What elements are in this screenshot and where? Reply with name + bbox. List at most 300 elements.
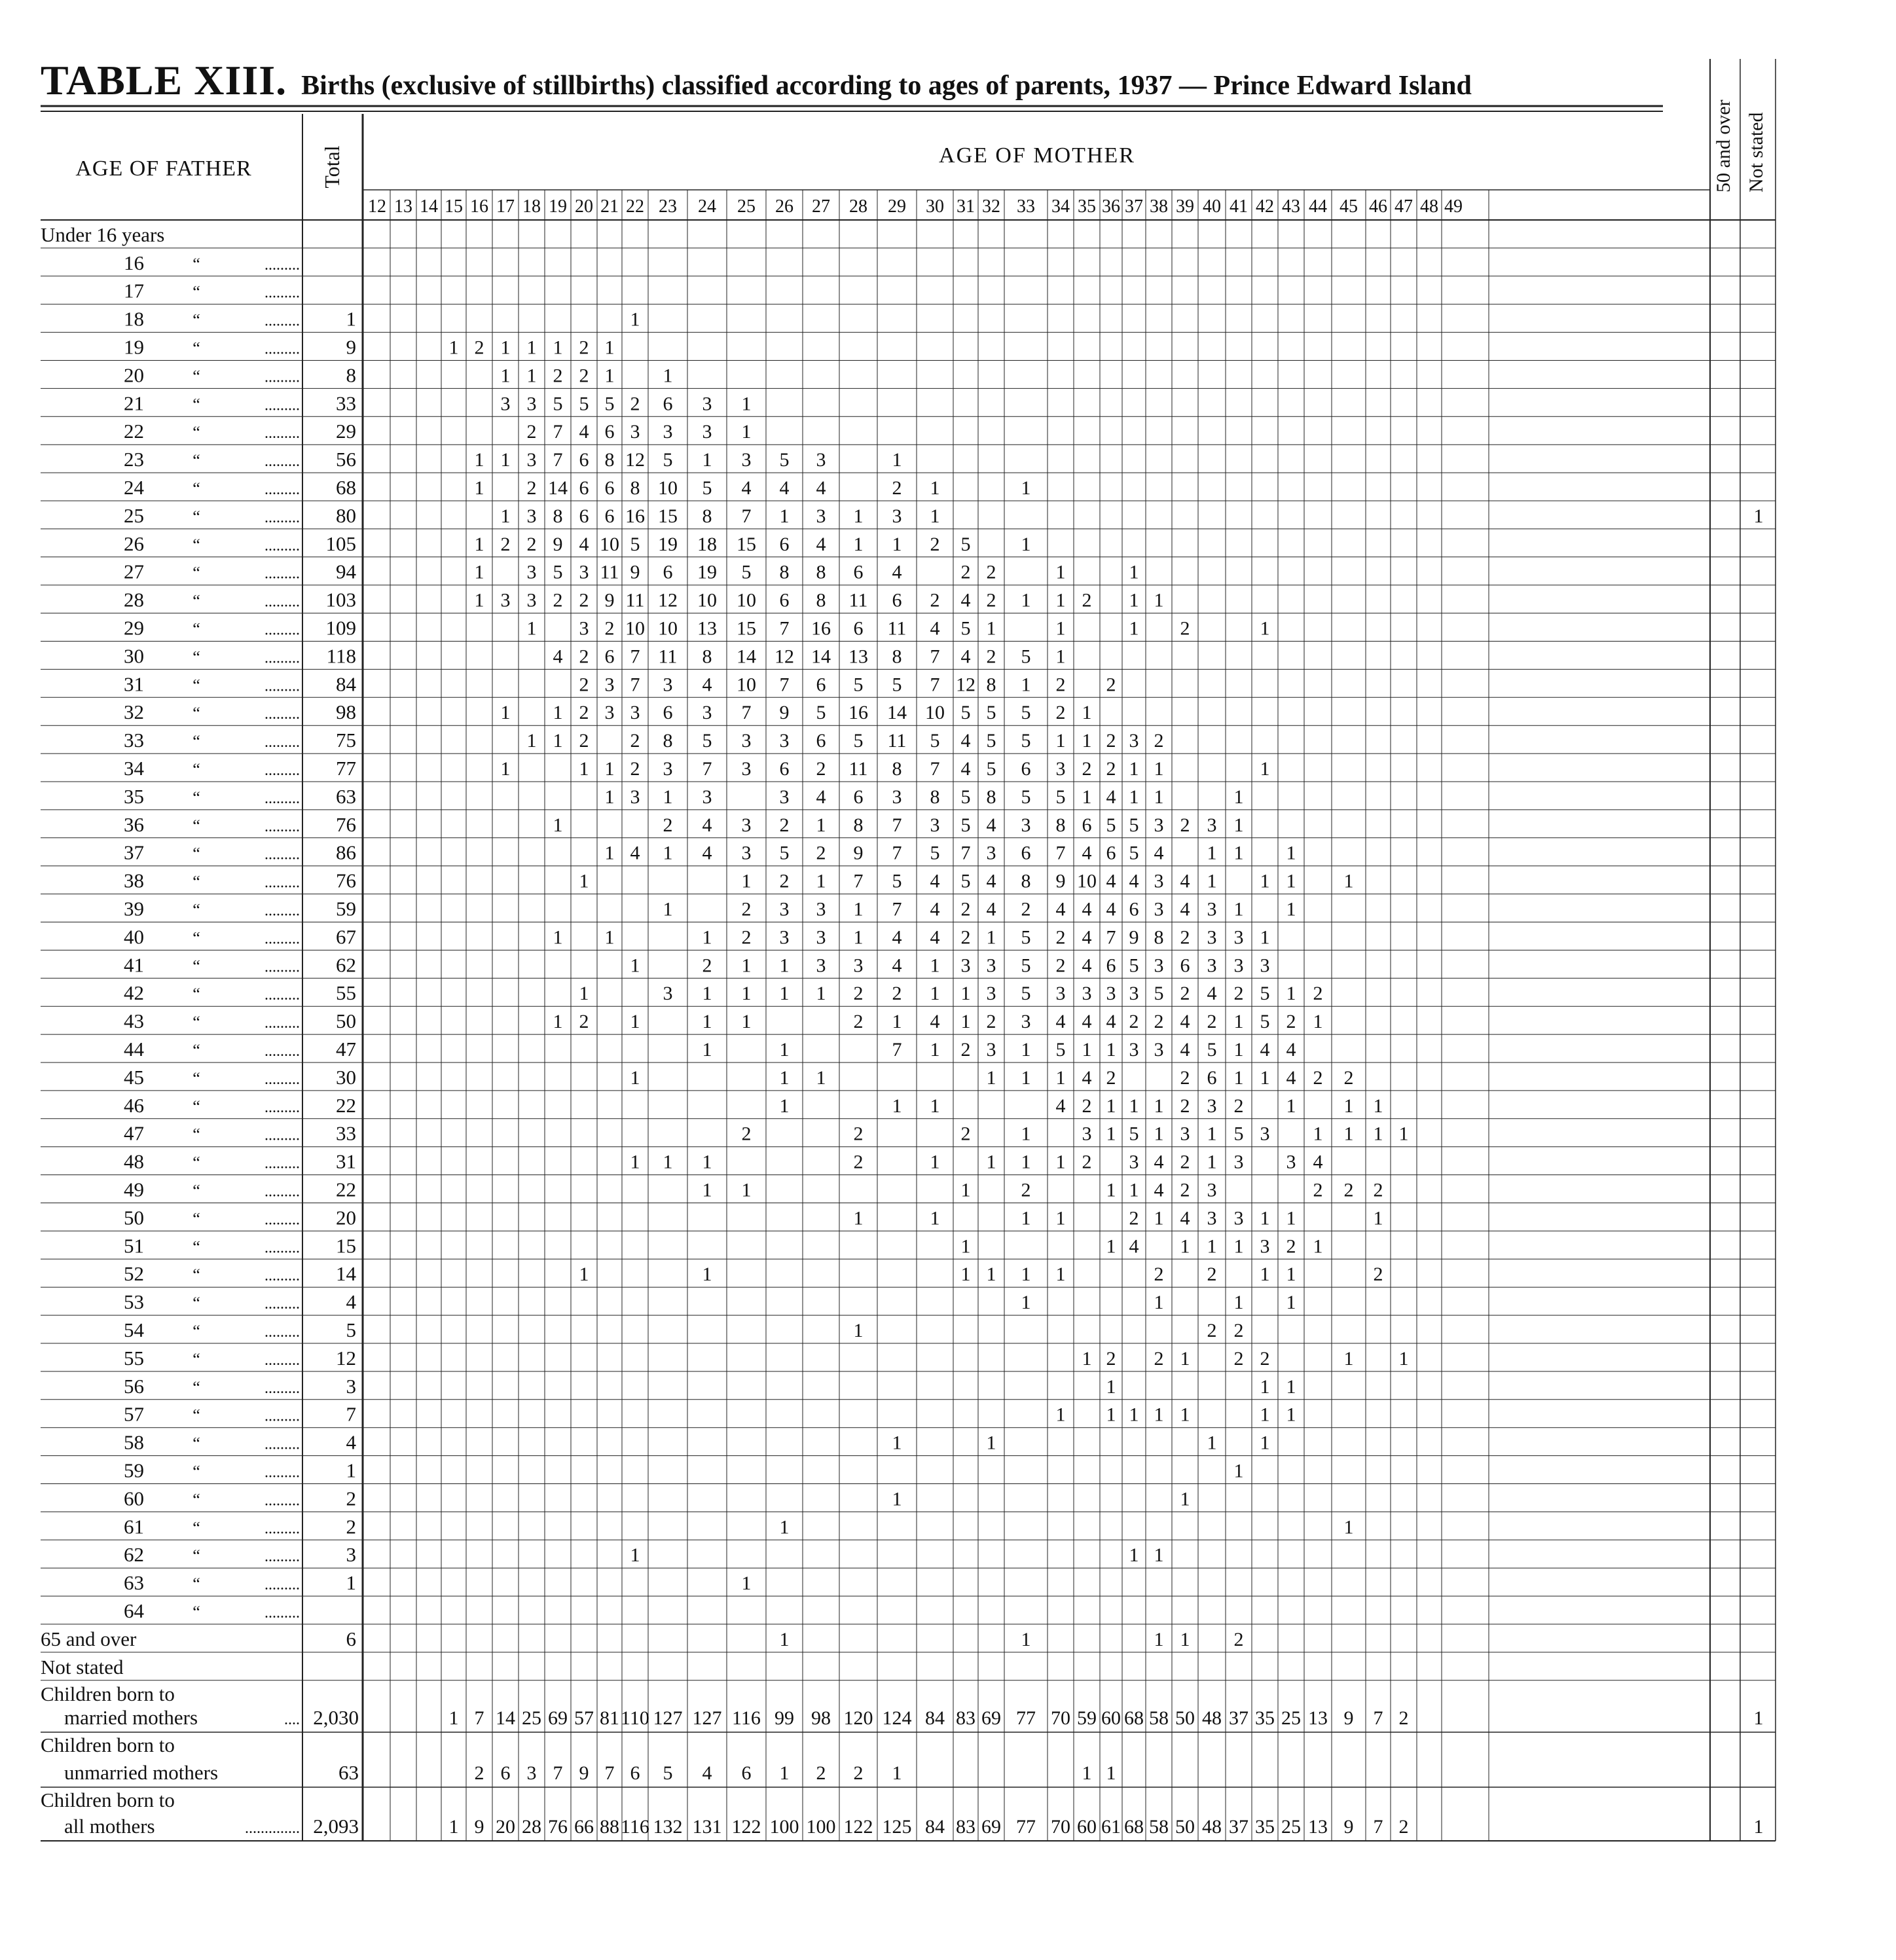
table-cell-value: 1 <box>1207 1151 1217 1173</box>
table-cell-value: 4 <box>1180 898 1190 920</box>
table-cell-value: 6 <box>853 786 864 808</box>
mother-age-header-33: 33 <box>1017 196 1035 217</box>
table-cell-value: 3 <box>1233 954 1244 977</box>
table-cell-value: 4 <box>1082 926 1092 949</box>
table-cell-value: 1 <box>526 730 537 752</box>
table-cell-value: 2 <box>1343 1066 1354 1089</box>
row-total: 33 <box>336 1121 356 1145</box>
ditto-mark: “ <box>192 507 200 526</box>
table-cell-value: 7 <box>741 702 752 724</box>
table-cell-value: 5 <box>1129 1123 1139 1145</box>
table-cell-value: 1 <box>986 1151 996 1173</box>
summary-cell-value: 68 <box>1124 1816 1144 1838</box>
table-cell-value: 2 <box>1106 1347 1116 1370</box>
table-cell-value: 1 <box>1260 1404 1270 1426</box>
ditto-mark: “ <box>192 1153 200 1172</box>
father-age-label: 56 <box>124 1374 144 1398</box>
summary-cell-value: 5 <box>663 1762 673 1784</box>
row-total: 12 <box>336 1346 356 1370</box>
table-cell-value: 2 <box>1106 758 1116 780</box>
table-cell-value: 1 <box>500 449 511 471</box>
summary-cell-value: 69 <box>981 1816 1001 1838</box>
summary-cell-value: 1 <box>448 1707 459 1729</box>
table-caption: Births (exclusive of stillbirths) classified according to ages of parents, 1937 — Prince Edward Island <box>301 71 1472 101</box>
summary-cell-value: 7 <box>553 1762 563 1784</box>
table-cell-value: 5 <box>816 702 826 724</box>
table-cell-value: 8 <box>892 758 902 780</box>
table-cell-value: 5 <box>986 730 996 752</box>
table-cell-value: 2 <box>779 814 790 836</box>
table-cell-value: 1 <box>1106 1123 1116 1145</box>
table-cell-value: 1 <box>1106 1235 1116 1258</box>
summary-label-line2: married mothers <box>64 1706 198 1729</box>
mother-age-header-32: 32 <box>982 196 1000 217</box>
row-total: 22 <box>336 1178 356 1201</box>
table-cell-value: 1 <box>853 1207 864 1229</box>
table-cell-value: 8 <box>630 477 640 499</box>
table-cell-value: 5 <box>630 533 640 555</box>
row-total: 6 <box>346 1627 356 1650</box>
table-cell-value: 1 <box>1343 870 1354 892</box>
mother-age-header-19: 19 <box>549 196 567 217</box>
table-cell-value: 1 <box>500 505 511 527</box>
dot-leader: ......... <box>264 1239 300 1257</box>
summary-cell-value: 9 <box>474 1816 484 1838</box>
table-cell-value: 9 <box>604 589 615 611</box>
father-age-label: 59 <box>124 1459 144 1482</box>
table-cell-value: 4 <box>1180 1039 1190 1061</box>
table-cell-value: 1 <box>1055 730 1066 752</box>
summary-cell-value: 1 <box>1753 1816 1764 1838</box>
table-cell-value: 6 <box>816 674 826 696</box>
table-cell-value: 4 <box>741 477 752 499</box>
table-cell-value: 1 <box>1207 1123 1217 1145</box>
table-cell-value: 8 <box>779 561 790 583</box>
table-cell-value: 1 <box>1129 1095 1139 1117</box>
table-cell-value: 1 <box>702 1039 712 1061</box>
table-cell-value: 2 <box>1207 1320 1217 1341</box>
father-age-label: 47 <box>124 1121 144 1145</box>
table-cell-value: 1 <box>500 758 511 780</box>
summary-cell-value: 83 <box>956 1816 975 1838</box>
table-cell-value: 1 <box>741 1572 752 1595</box>
table-cell-value: 7 <box>553 421 563 443</box>
dot-leader: ......... <box>264 902 300 920</box>
summary-cell-value: 2 <box>853 1762 864 1784</box>
table-cell-value: 11 <box>887 730 907 752</box>
ditto-mark: “ <box>192 282 200 302</box>
table-cell-value: 1 <box>702 449 712 471</box>
dot-leader: ......... <box>264 1296 300 1313</box>
father-age-label: 20 <box>124 363 144 387</box>
table-cell-value: 1 <box>702 1151 712 1173</box>
table-cell-value: 7 <box>741 505 752 527</box>
table-cell-value: 6 <box>604 645 615 668</box>
table-cell-value: 2 <box>500 533 511 555</box>
table-cell-value: 4 <box>702 814 712 836</box>
table-cell-value: 10 <box>697 589 717 611</box>
summary-cell-value: 69 <box>548 1707 568 1729</box>
mother-age-header-30: 30 <box>926 196 944 217</box>
table-cell-value: 1 <box>1286 983 1296 1005</box>
ditto-mark: “ <box>192 676 200 695</box>
father-age-label: 26 <box>124 532 144 555</box>
table-cell-value: 6 <box>1106 954 1116 977</box>
table-cell-value: 1 <box>853 898 864 920</box>
table-cell-value: 4 <box>1286 1039 1296 1061</box>
dot-leader: ......... <box>264 537 300 554</box>
table-cell-value: 1 <box>1260 926 1270 949</box>
table-cell-value: 1 <box>579 758 589 780</box>
table-cell-value: 1 <box>930 1039 940 1061</box>
summary-cell-value: 98 <box>811 1707 831 1729</box>
table-cell-value: 10 <box>1077 870 1097 892</box>
table-cell-value: 3 <box>702 421 712 443</box>
father-age-label: 21 <box>124 391 144 415</box>
father-age-label: 17 <box>124 279 144 302</box>
summary-cell-value: 48 <box>1202 1816 1222 1838</box>
table-cell-value: 2 <box>579 674 589 696</box>
table-cell-value: 3 <box>1055 758 1066 780</box>
summary-cell-value: 77 <box>1016 1816 1036 1838</box>
table-cell-value: 1 <box>779 1628 790 1650</box>
summary-cell-value: 6 <box>630 1762 640 1784</box>
table-cell-value: 1 <box>1286 1375 1296 1398</box>
father-age-label: 41 <box>124 953 144 977</box>
table-cell-value: 2 <box>1154 1347 1164 1370</box>
summary-cell-value: 9 <box>579 1762 589 1784</box>
summary-cell-value: 37 <box>1229 1816 1249 1838</box>
table-cell-value: 1 <box>1313 1123 1323 1145</box>
ditto-mark: “ <box>192 1322 200 1341</box>
dot-leader: ......... <box>264 312 300 330</box>
table-cell-value: 3 <box>1286 1151 1296 1173</box>
table-cell-value: 8 <box>702 645 712 668</box>
table-cell-value: 1 <box>1021 1292 1031 1314</box>
row-total: 22 <box>336 1093 356 1117</box>
table-cell-value: 2 <box>1180 814 1190 836</box>
table-cell-value: 7 <box>1055 842 1066 864</box>
table-cell-value: 1 <box>1021 1039 1031 1061</box>
dot-leader: ......... <box>264 1183 300 1201</box>
table-cell-value: 8 <box>816 589 826 611</box>
table-cell-value: 1 <box>930 1151 940 1173</box>
table-cell-value: 2 <box>741 926 752 949</box>
table-cell-value: 1 <box>930 505 940 527</box>
table-cell-value: 1 <box>1055 1263 1066 1286</box>
summary-cell-value: 1 <box>1082 1762 1092 1784</box>
summary-cell-value: 2 <box>474 1762 484 1784</box>
mother-age-header-43: 43 <box>1282 196 1300 217</box>
row-total: 15 <box>336 1234 356 1258</box>
table-cell-value: 1 <box>1154 758 1164 780</box>
table-cell-value: 1 <box>1260 1207 1270 1229</box>
dot-leader: ......... <box>264 706 300 723</box>
summary-cell-value: 9 <box>1343 1707 1354 1729</box>
table-cell-value: 2 <box>930 589 940 611</box>
table-cell-value: 1 <box>474 477 484 499</box>
table-cell-value: 1 <box>1154 589 1164 611</box>
mother-age-header-23: 23 <box>659 196 677 217</box>
summary-label-line1: Children born to <box>41 1682 175 1705</box>
dot-leader: ......... <box>264 649 300 667</box>
table-cell-value: 1 <box>553 926 563 949</box>
summary-cell-value: 14 <box>496 1707 515 1729</box>
table-cell-value: 2 <box>986 561 996 583</box>
table-cell-value: 3 <box>1207 814 1217 836</box>
summary-cell-value: 25 <box>1281 1816 1301 1838</box>
mother-age-header-22: 22 <box>626 196 644 217</box>
table-cell-value: 4 <box>986 814 996 836</box>
table-cell-value: 3 <box>986 842 996 864</box>
table-cell-value: 4 <box>986 870 996 892</box>
dot-leader: ......... <box>264 1548 300 1566</box>
table-cell-value: 1 <box>553 814 563 836</box>
table-cell-value: 7 <box>1106 926 1116 949</box>
table-cell-value: 1 <box>1207 1432 1217 1454</box>
table-cell-value: 4 <box>930 898 940 920</box>
table-cell-value: 5 <box>853 674 864 696</box>
mother-age-header-26: 26 <box>775 196 793 217</box>
summary-cell-value: 116 <box>732 1707 761 1729</box>
summary-total: 2,030 <box>313 1706 359 1729</box>
table-cell-value: 1 <box>1180 1347 1190 1370</box>
table-cell-value: 6 <box>604 505 615 527</box>
table-cell-value: 6 <box>779 533 790 555</box>
table-cell-value: 1 <box>1233 1066 1244 1089</box>
mother-age-header-21: 21 <box>600 196 619 217</box>
table-cell-value: 3 <box>853 954 864 977</box>
table-cell-value: 3 <box>1233 1151 1244 1173</box>
table-cell-value: 3 <box>1154 870 1164 892</box>
table-cell-value: 5 <box>960 533 971 555</box>
table-cell-value: 1 <box>779 505 790 527</box>
table-cell-value: 14 <box>811 645 831 668</box>
table-cell-value: 8 <box>1154 926 1164 949</box>
dot-leader: ......... <box>264 256 300 274</box>
table-cell-value: 1 <box>1286 870 1296 892</box>
mother-age-header-38: 38 <box>1150 196 1168 217</box>
table-cell-value: 5 <box>930 730 940 752</box>
table-cell-value: 5 <box>1129 842 1139 864</box>
table-cell-value: 5 <box>960 702 971 724</box>
table-cell-value: 5 <box>930 842 940 864</box>
table-cell-value: 1 <box>1260 1432 1270 1454</box>
table-cell-value: 1 <box>630 308 640 331</box>
table-cell-value: 4 <box>1082 954 1092 977</box>
table-cell-value: 1 <box>1343 1095 1354 1117</box>
row-total: 8 <box>346 363 356 387</box>
table-cell-value: 1 <box>1233 1292 1244 1314</box>
ditto-mark: “ <box>192 479 200 498</box>
table-cell-value: 7 <box>892 814 902 836</box>
table-cell-value: 11 <box>848 758 868 780</box>
table-cell-value: 1 <box>526 336 537 359</box>
dot-leader: ......... <box>264 1464 300 1481</box>
table-cell-value: 1 <box>526 365 537 387</box>
summary-cell-value: 60 <box>1077 1816 1097 1838</box>
table-cell-value: 1 <box>1398 1123 1409 1145</box>
table-cell-value: 3 <box>1260 1235 1270 1258</box>
dot-leader: ......... <box>264 1407 300 1425</box>
father-age-label: 50 <box>124 1206 144 1229</box>
table-cell-value: 2 <box>1180 983 1190 1005</box>
table-cell-value: 2 <box>1313 1179 1323 1201</box>
dot-leader: ......... <box>264 930 300 948</box>
table-cell-value: 6 <box>1129 898 1139 920</box>
father-age-label: 24 <box>124 476 144 499</box>
table-cell-value: 3 <box>741 758 752 780</box>
father-age-label: 42 <box>124 981 144 1005</box>
table-cell-value: 2 <box>986 645 996 668</box>
table-cell-value: 1 <box>1129 1179 1139 1201</box>
mother-age-header-49: 49 <box>1444 196 1463 217</box>
table-cell-value: 1 <box>1154 1123 1164 1145</box>
table-cell-value: 1 <box>500 365 511 387</box>
summary-label-line2: unmarried mothers <box>64 1761 219 1784</box>
table-cell-value: 15 <box>737 617 756 640</box>
table-cell-value: 2 <box>1180 617 1190 640</box>
table-cell-value: 13 <box>848 645 868 668</box>
table-cell-value: 1 <box>1286 1404 1296 1426</box>
table-cell-value: 1 <box>1207 870 1217 892</box>
row-total: 105 <box>325 532 356 555</box>
father-age-label: 45 <box>124 1065 144 1089</box>
table-cell-value: 3 <box>526 393 537 415</box>
table-cell-value: 1 <box>960 983 971 1005</box>
summary-cell-value: 6 <box>500 1762 511 1784</box>
table-cell-value: 19 <box>658 533 678 555</box>
table-cell-value: 11 <box>658 645 678 668</box>
father-age-label: 40 <box>124 925 144 949</box>
table-cell-value: 2 <box>1106 1066 1116 1089</box>
table-cell-value: 1 <box>1106 1179 1116 1201</box>
table-cell-value: 16 <box>811 617 831 640</box>
table-cell-value: 5 <box>960 870 971 892</box>
table-cell-value: 1 <box>1154 1404 1164 1426</box>
table-cell-value: 1 <box>1154 1095 1164 1117</box>
table-cell-value: 2 <box>1233 1320 1244 1341</box>
table-cell-value: 4 <box>816 477 826 499</box>
table-cell-value: 2 <box>630 393 640 415</box>
dot-leader: ......... <box>264 1436 300 1453</box>
mother-age-header-42: 42 <box>1256 196 1274 217</box>
mother-age-header-47: 47 <box>1395 196 1413 217</box>
summary-cell-value: 76 <box>548 1816 568 1838</box>
mother-age-header-44: 44 <box>1309 196 1327 217</box>
summary-cell-value: 3 <box>526 1762 537 1784</box>
summary-cell-value: 28 <box>522 1816 541 1838</box>
father-age-label: 30 <box>124 644 144 668</box>
row-total: 67 <box>336 925 356 949</box>
table-cell-value: 2 <box>892 983 902 1005</box>
table-cell-value: 3 <box>1207 898 1217 920</box>
table-cell-value: 1 <box>630 954 640 977</box>
table-cell-value: 14 <box>548 477 568 499</box>
table-cell-value: 3 <box>1021 814 1031 836</box>
table-cell-value: 6 <box>892 589 902 611</box>
table-cell-value: 1 <box>779 1095 790 1117</box>
dot-leader: ......... <box>264 1098 300 1116</box>
row-total: 55 <box>336 981 356 1005</box>
mother-age-header-40: 40 <box>1203 196 1221 217</box>
table-cell-value: 1 <box>500 702 511 724</box>
table-cell-value: 3 <box>1180 1123 1190 1145</box>
table-cell-value: 5 <box>663 449 673 471</box>
table-cell-value: 2 <box>1154 1263 1164 1286</box>
father-age-label: 58 <box>124 1430 144 1454</box>
table-cell-value: 6 <box>1021 842 1031 864</box>
ditto-mark: “ <box>192 732 200 752</box>
table-cell-value: 5 <box>986 758 996 780</box>
summary-cell-value: 61 <box>1101 1816 1121 1838</box>
dot-leader: ......... <box>264 1379 300 1397</box>
table-cell-value: 5 <box>779 449 790 471</box>
row-total: 63 <box>336 784 356 808</box>
dot-leader: ......... <box>264 481 300 498</box>
table-cell-value: 2 <box>1021 1179 1031 1201</box>
table-cell-value: 4 <box>816 533 826 555</box>
dot-leader: ......... <box>264 1351 300 1369</box>
dot-leader: .... <box>284 1711 300 1728</box>
table-cell-value: 3 <box>816 898 826 920</box>
table-cell-value: 1 <box>1129 786 1139 808</box>
table-cell-value: 7 <box>630 645 640 668</box>
table-cell-value: 1 <box>1207 842 1217 864</box>
mother-age-header-39: 39 <box>1176 196 1194 217</box>
father-age-label: 28 <box>124 588 144 611</box>
table-cell-value: 3 <box>986 954 996 977</box>
father-age-label: 53 <box>124 1290 144 1314</box>
father-age-label: 44 <box>124 1038 144 1061</box>
father-age-label: 27 <box>124 560 144 583</box>
table-cell-value: 7 <box>779 674 790 696</box>
table-cell-value: 11 <box>600 561 619 583</box>
table-cell-value: 4 <box>1106 1011 1116 1033</box>
dot-leader: ......... <box>264 678 300 695</box>
ditto-mark: “ <box>192 423 200 443</box>
father-age-label: 52 <box>124 1262 144 1286</box>
table-cell-value: 4 <box>960 758 971 780</box>
table-cell-value: 1 <box>1129 1404 1139 1426</box>
mother-age-header-12: 12 <box>368 196 386 217</box>
table-cell-value: 16 <box>625 505 645 527</box>
table-cell-value: 1 <box>702 926 712 949</box>
table-cell-value: 1 <box>604 336 615 359</box>
table-cell-value: 1 <box>1021 1123 1031 1145</box>
table-cell-value: 4 <box>960 730 971 752</box>
table-cell-value: 2 <box>579 702 589 724</box>
table-cell-value: 5 <box>702 730 712 752</box>
summary-cell-value: 99 <box>775 1707 794 1729</box>
table-cell-value: 1 <box>702 1263 712 1286</box>
ditto-mark: “ <box>192 928 200 948</box>
table-cell-value: 1 <box>1286 1292 1296 1314</box>
table-cell-value: 1 <box>1154 1544 1164 1567</box>
table-cell-value: 2 <box>1343 1179 1354 1201</box>
table-cell-value: 1 <box>1154 1207 1164 1229</box>
table-cell-value: 3 <box>892 505 902 527</box>
table-cell-value: 10 <box>625 617 645 640</box>
ditto-mark: “ <box>192 1603 200 1622</box>
mother-age-header-29: 29 <box>888 196 906 217</box>
table-cell-value: 2 <box>986 589 996 611</box>
row-total: 9 <box>346 335 356 359</box>
table-cell-value: 12 <box>956 674 975 696</box>
column-header-50-and-over: 50 and over <box>1713 100 1734 192</box>
table-cell-value: 1 <box>892 1095 902 1117</box>
table-cell-value: 11 <box>625 589 645 611</box>
